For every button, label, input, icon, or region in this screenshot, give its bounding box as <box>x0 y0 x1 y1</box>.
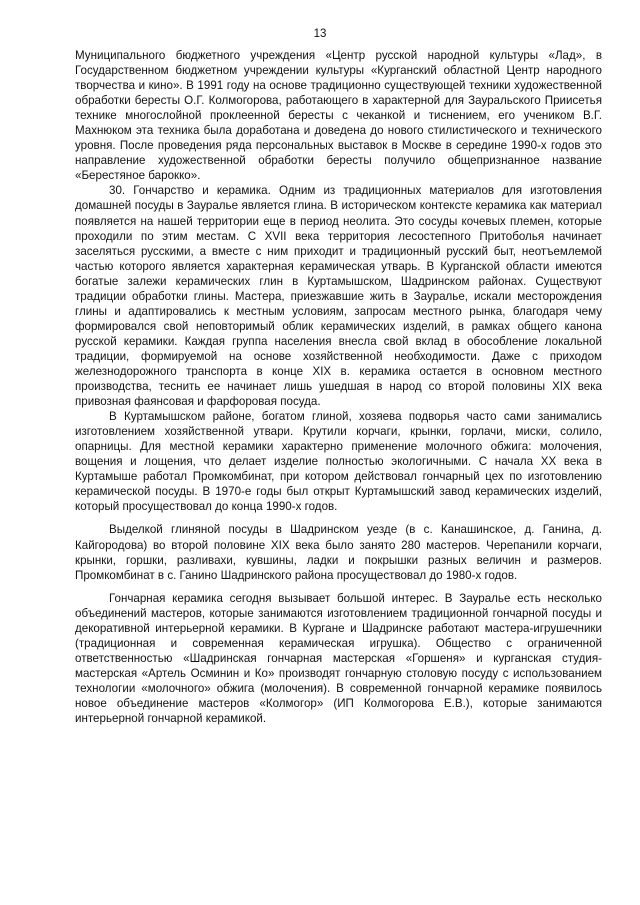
page-number: 13 <box>313 28 327 40</box>
paragraph-kurtamysh: В Куртамышском районе, богатом глиной, хозяева подворья часто сами занимались изготовлением хозяйственной утвари. Крутили корчаги, крынки, горлачи, миски, солило, опарницы. Для местной керамики характерно применение молочного обжига: молочения, вощения и лощения, что делает изделие полностью экологичными. С начала XX века в Куртамыше работал Промкомбинат, при котором действовал гончарный цех по изготовлению керамической посуды. В 1970-е годы был открыт Куртамышский завод керамических изделий, который просуществовал до конца 1990-х годов. <box>75 410 602 514</box>
document-body <box>75 48 602 726</box>
paragraph-continuation: Муниципального бюджетного учреждения «Центр русской народной культуры «Лад», в Государственном бюджетном учреждении культуры «Курганский областной Центр народного творчества и кино». В 1991 году на основе традиционно существующей техники художественной обработки бересты О.Г. Колмогорова, работающего в характерной для Зауральского Приисетья технике многослойной проклеенной бересты с чеканкой и тиснением, его учеником В.Г. Махнюком эта техника была доработана и доведена до нового стилистического и технического уровня. После проведения ряда персональных выставок в Москве в середине 1990-х годов это направление художественной обработки бересты получило общепризнанное название «Берестяное барокко». <box>75 49 602 183</box>
paragraph-modern-pottery: Гончарная керамика сегодня вызывает большой интерес. В Зауралье есть несколько объединений мастеров, которые занимаются изготовлением традиционной гончарной посуды и декоративной интерьерной керамики. В Кургане и Шадринске работают мастера-игрушечники (традиционная и современная керамическая игрушка). Общество с ограниченной ответственностью «Шадринская гончарная мастерская «Горшеня» и курганская студия-мастерская «Артель Осминин и Ко» производят гончарную столовую посуду с использованием технологии «молочного» обжига (молочения). В современной гончарной керамике появилось новое объединение мастеров «Колмогор» (ИП Колмогорова Е.В.), которые занимаются интерьерной гончарной керамикой. <box>75 591 602 726</box>
paragraph-pottery-ceramics: 30. Гончарство и керамика. Одним из традиционных материалов для изготовления домашней посуды в Зауралье является глина. В историческом контексте керамика как материал появляется на нашей территории еще в период неолита. Это сосуды кочевых племен, которые проходили по этим местам. С XVII века территория лесостепного Притоболья начинает заселяться русскими, а вместе с ним приходит и традиционный русский быт, неотъемлемой частью которого является характерная керамическая утварь. В Курганской области имеются богатые залежи керамических глин в Куртамышском, Шадринском районах. Существуют традиции обработки глины. Мастера, приезжавшие жить в Зауралье, искали месторождения глины и адаптировались к местным условиям, запросам местного рынка, благодаря чему формировался свой неповторимый облик керамических изделий, в рамках общего канона русской керамики. Каждая группа населения внесла свой вклад в обособление локальной традиции, формируемой на основе хозяйственной необходимости. Даже с приходом железнодорожного транспорта в конце XIX в. керамика остается в основном местного производства, теснить ее начинает лишь ушедшая в народ со второй половины XIX века привозная фаянсовая и фарфоровая посуда. <box>75 184 602 409</box>
paragraph-shadrinsk: Выделкой глиняной посуды в Шадринском уезде (в с. Канашинское, д. Ганина, д. Кайгородова) во второй половине XIX века было занято 280 мастеров. Черепанили корчаги, крынки, горшки, разливахи, кувшины, ладки и покрышки разных величин и размеров. Промкомбинат в с. Ганино Шадринского района просуществовал до 1980-х годов. <box>75 523 602 582</box>
